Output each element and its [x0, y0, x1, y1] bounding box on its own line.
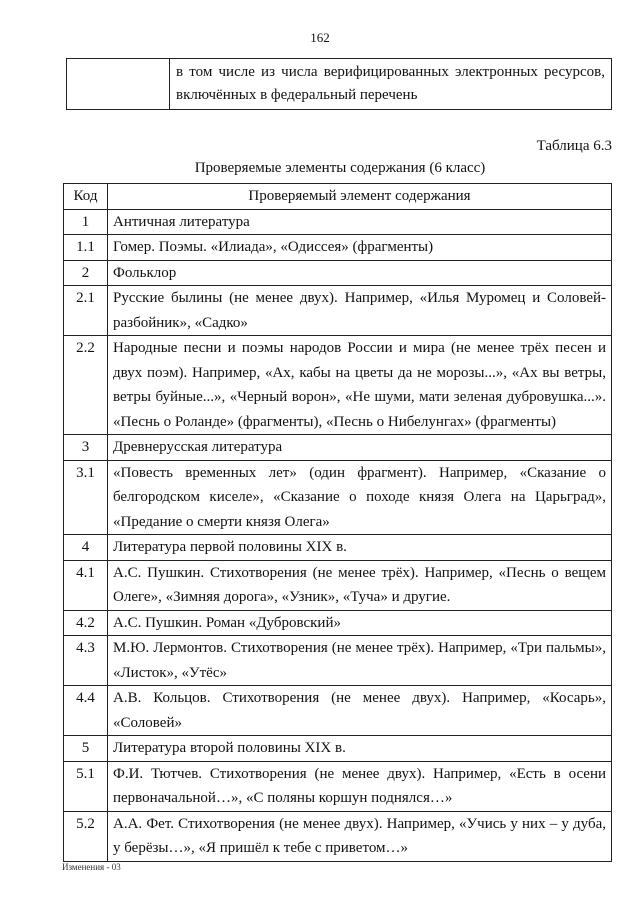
row-text: Гомер. Поэмы. «Илиада», «Одиссея» (фрагменты) [108, 235, 612, 261]
table-row [64, 610, 612, 636]
row-code: 4.1 [64, 560, 108, 610]
page-number: 162 [310, 30, 330, 45]
table-row [64, 761, 612, 811]
row-code: 5.2 [64, 811, 108, 861]
table-row [64, 460, 612, 535]
row-text: Русские былины (не менее двух). Например, «Илья Муромец и Соловей-разбойник», «Садко» [108, 286, 612, 336]
empty-cell [67, 59, 170, 110]
continuation-table [66, 58, 612, 110]
header-code: Код [64, 184, 108, 210]
row-text: А.В. Кольцов. Стихотворения (не менее двух). Например, «Косарь», «Соловей» [108, 686, 612, 736]
table-label: Таблица 6.3 [536, 138, 612, 154]
table-row [64, 636, 612, 686]
row-text: Литература второй половины XIX в. [108, 736, 612, 762]
row-text: Литература первой половины XIX в. [108, 535, 612, 561]
table-row [64, 336, 612, 435]
row-code: 2.2 [64, 336, 108, 435]
table-row [64, 260, 612, 286]
row-code: 5 [64, 736, 108, 762]
table-caption: Проверяемые элементы содержания (6 класс) [194, 160, 486, 176]
continuation-text: в том числе из числа верифицированных электронных ресурсов, включённых в федеральный перечень [170, 59, 612, 110]
row-code: 1 [64, 209, 108, 235]
row-text: Ф.И. Тютчев. Стихотворения (не менее двух). Например, «Есть в осени первоначальной…», «С поляны коршун поднялся…» [108, 761, 612, 811]
row-code: 4.2 [64, 610, 108, 636]
row-text: А.А. Фет. Стихотворения (не менее двух). Например, «Учись у них – у дуба, у берёзы…», «Я пришёл к тебе с приветом…» [108, 811, 612, 861]
row-code: 4.4 [64, 686, 108, 736]
row-code: 2 [64, 260, 108, 286]
row-text: Народные песни и поэмы народов России и мира (не менее трёх песен и двух поэм). Например, «Ах, кабы на цветы да не морозы...», «Ах вы ветры, ветры буйные...», «Черный ворон», «Не шуми, мати зеленая дубровушка...». «Песнь о Роланде» (фрагменты), «Песнь о Нибелунгах» (фрагменты) [108, 336, 612, 435]
row-code: 5.1 [64, 761, 108, 811]
table-row [64, 535, 612, 561]
row-text: А.С. Пушкин. Роман «Дубровский» [108, 610, 612, 636]
table-row [64, 686, 612, 736]
row-code: 4.3 [64, 636, 108, 686]
row-text: Античная литература [108, 209, 612, 235]
table-row [64, 286, 612, 336]
header-element: Проверяемый элемент содержания [108, 184, 612, 210]
row-code: 4 [64, 535, 108, 561]
row-code: 1.1 [64, 235, 108, 261]
row-code: 3 [64, 435, 108, 461]
row-text: Фольклор [108, 260, 612, 286]
row-text: М.Ю. Лермонтов. Стихотворения (не менее трёх). Например, «Три пальмы», «Листок», «Утёс» [108, 636, 612, 686]
row-text: Древнерусская литература [108, 435, 612, 461]
table-row [64, 811, 612, 861]
row-code: 2.1 [64, 286, 108, 336]
table-row [64, 560, 612, 610]
row-text: «Повесть временных лет» (один фрагмент). Например, «Сказание о белгородском киселе», «Сказание о походе князя Олега на Царьград», «Предание о смерти князя Олега» [108, 460, 612, 535]
row-code: 3.1 [64, 460, 108, 535]
table-row [64, 435, 612, 461]
table-row [64, 235, 612, 261]
header-row [64, 184, 612, 210]
table-row [67, 59, 612, 110]
table-row [64, 209, 612, 235]
table-row [64, 736, 612, 762]
content-elements-table [63, 183, 612, 862]
row-text: А.С. Пушкин. Стихотворения (не менее трёх). Например, «Песнь о вещем Олеге», «Зимняя дорога», «Узник», «Туча» и другие. [108, 560, 612, 610]
footer-revision: Изменения - 03 [62, 862, 121, 872]
